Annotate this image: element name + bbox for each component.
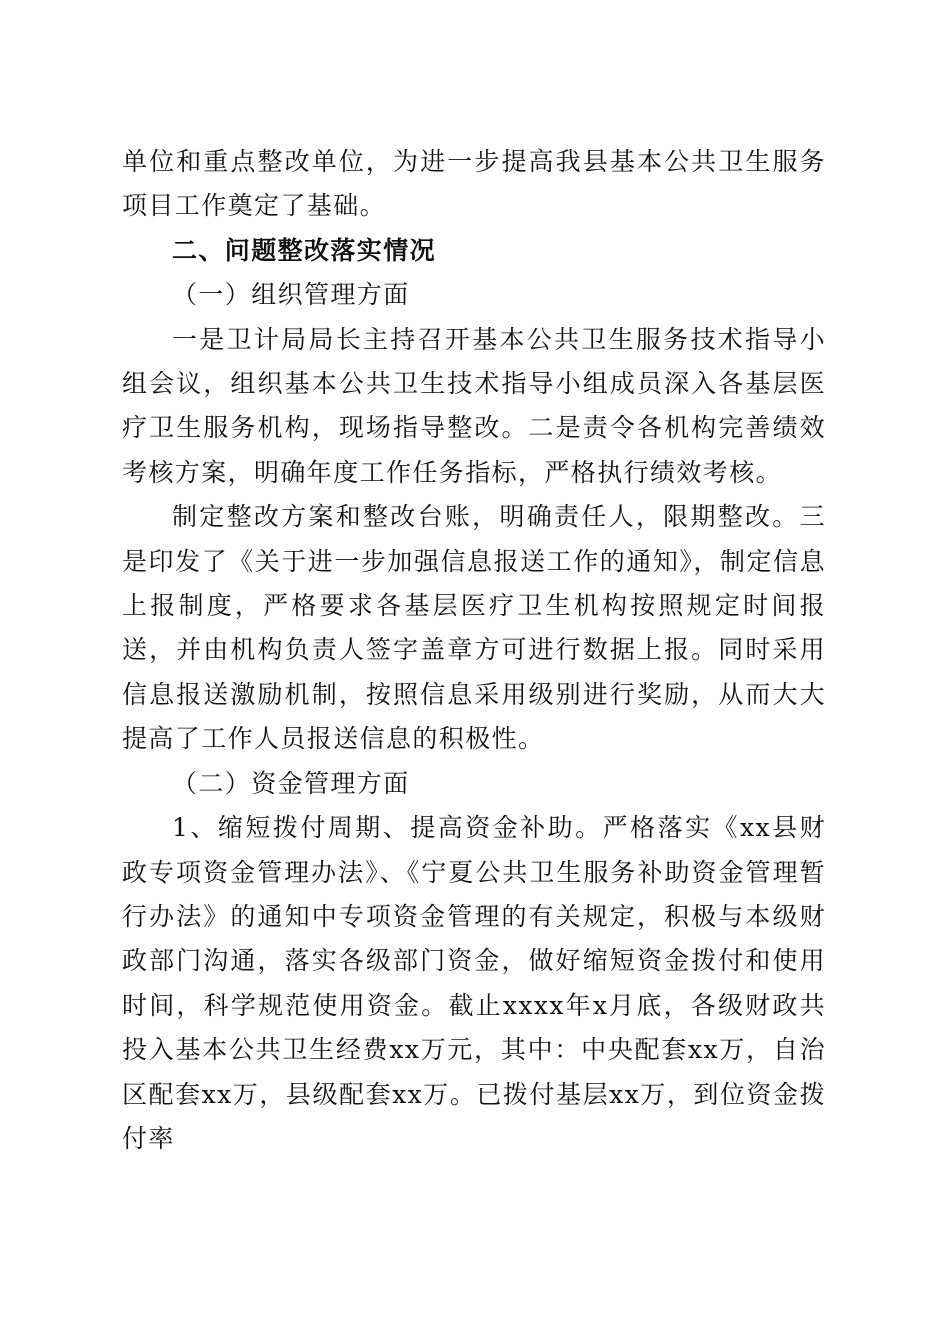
section-heading: 二、问题整改落实情况: [172, 235, 437, 265]
subsection-heading-funds: （二）资金管理方面: [172, 768, 410, 798]
org-paragraph-2: 制定整改方案和整改台账，明确责任人，限期整改。三是印发了《关于进一步加强信息报送工作的通知》，制定信息上报制度，严格要求各基层医疗卫生机构按照规定时间报送，并由机构负责人签字盖章方可进行数据上报。同时采用信息报送激励机制，按照信息采用级别进行奖励，从而大大提高了工作人员报送信息的积极性。: [122, 502, 826, 754]
org-paragraph-1: 一是卫计局局长主持召开基本公共卫生服务技术指导小组会议，组织基本公共卫生技术指导小组成员深入各基层医疗卫生服务机构，现场指导整改。二是责令各机构完善绩效考核方案，明确年度工作任务指标，严格执行绩效考核。: [122, 324, 826, 487]
subsection-heading-org: （一）组织管理方面: [172, 280, 410, 310]
continuation-paragraph: 单位和重点整改单位，为进一步提高我县基本公共卫生服务项目工作奠定了基础。: [122, 147, 826, 221]
document-body: [122, 140, 826, 1161]
funds-paragraph-1: 1、缩短拨付周期、提高资金补助。严格落实《xx县财政专项资金管理办法》、《宁夏公共卫生服务补助资金管理暂行办法》的通知中专项资金管理的有关规定，积极与本级财政部门沟通，落实各级部门资金，做好缩短资金拨付和使用时间，科学规范使用资金。截止xxxx年x月底，各级财政共投入基本公共卫生经费xx万元，其中：中央配套xx万，自治区配套xx万，县级配套xx万。已拨付基层xx万，到位资金拨付率: [122, 813, 826, 1153]
